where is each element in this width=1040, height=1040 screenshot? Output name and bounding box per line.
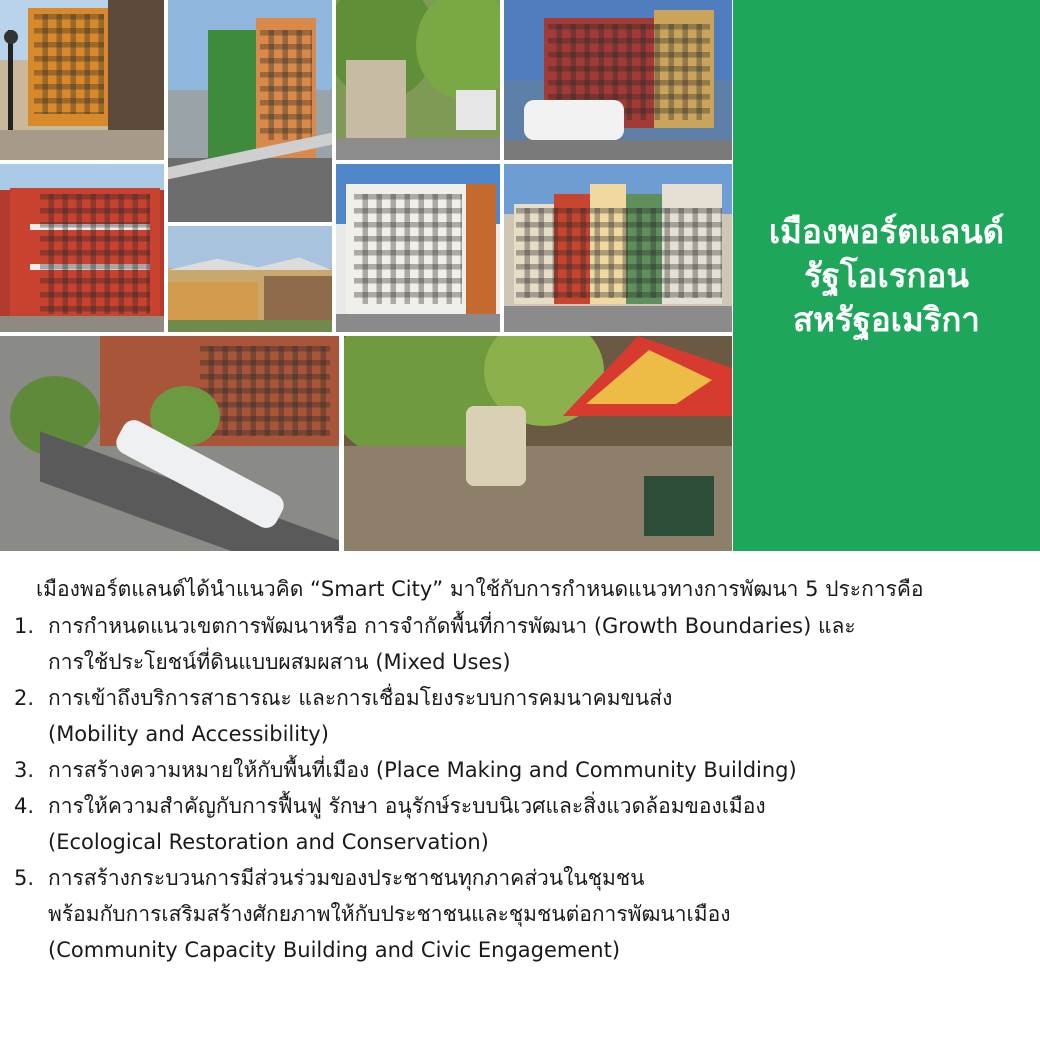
title-panel xyxy=(733,0,1040,551)
list-line: การสร้างความหมายให้กับพื้นที่เมือง (Place Making and Community Building) xyxy=(48,758,797,782)
list-line: การให้ความสำคัญกับการฟื้นฟู รักษา อนุรักษ์ระบบนิเวศและสิ่งแวดล้อมของเมือง xyxy=(48,794,766,818)
list-number: 3. xyxy=(14,758,35,782)
list-item xyxy=(14,752,1034,788)
list-line: (Ecological Restoration and Conservation) xyxy=(48,830,489,854)
photo-white-apartment xyxy=(336,164,500,332)
list-line: (Mobility and Accessibility) xyxy=(48,722,329,746)
title-line-state: รัฐโอเรกอน xyxy=(804,255,969,295)
list-item xyxy=(14,680,1034,752)
photo-red-building-balconies xyxy=(0,164,164,332)
list-line: การเข้าถึงบริการสาธารณะ และการเชื่อมโยงระบบการคมนาคมขนส่ง xyxy=(48,686,673,710)
list-line: (Community Capacity Building and Civic Engagement) xyxy=(48,938,621,962)
list-line: การใช้ประโยชน์ที่ดินแบบผสมผสาน (Mixed Uses) xyxy=(48,650,511,674)
photo-apartment-streetcar xyxy=(504,0,732,160)
list-line: พร้อมกับการเสริมสร้างศักยภาพให้กับประชาชนและชุมชนต่อการพัฒนาเมือง xyxy=(48,902,731,926)
list-line: การกำหนดแนวเขตการพัฒนาหรือ การจำกัดพื้นที่การพัฒนา (Growth Boundaries) และ xyxy=(48,614,856,638)
photo-colorful-townhouses xyxy=(504,164,732,332)
list-item xyxy=(14,608,1034,680)
photo-tree-lined-street xyxy=(336,0,500,160)
list-number: 4. xyxy=(14,794,35,818)
title-line-country: สหรัฐอเมริกา xyxy=(793,299,980,339)
photo-low-rise-district xyxy=(168,226,332,332)
photo-streetcar-cafe xyxy=(344,336,732,551)
approaches-list xyxy=(14,608,1034,968)
photo-green-orange-apartment xyxy=(168,0,332,222)
photo-modern-facade xyxy=(0,0,164,160)
photo-light-rail-aerial xyxy=(0,336,339,551)
title-line-city: เมืองพอร์ตแลนด์ xyxy=(768,211,1005,251)
list-item xyxy=(14,788,1034,860)
list-number: 2. xyxy=(14,686,35,710)
list-item xyxy=(14,860,1034,968)
list-line: การสร้างกระบวนการมีส่วนร่วมของประชาชนทุกภาคส่วนในชุมชน xyxy=(48,866,645,890)
intro-text: เมืองพอร์ตแลนด์ได้นำแนวคิด “Smart City” มาใช้กับการกำหนดแนวทางการพัฒนา 5 ประการคือ xyxy=(36,577,924,601)
list-number: 1. xyxy=(14,614,35,638)
list-number: 5. xyxy=(14,866,35,890)
